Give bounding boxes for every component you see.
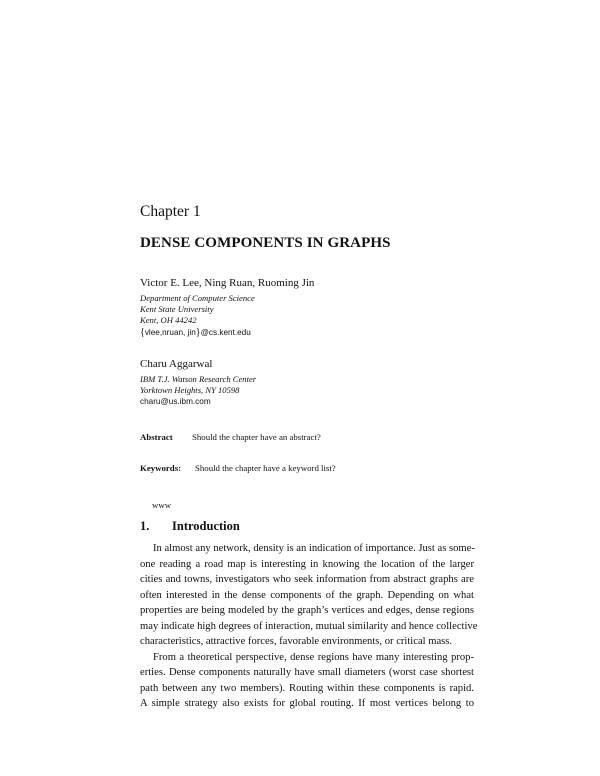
text-line: properties are being modeled by the graph’s vertices and edges, dense regions: [140, 605, 474, 616]
author-names: Charu Aggarwal: [140, 358, 213, 370]
text-line: path between any two members). Routing within these components is rapid.: [140, 682, 474, 694]
keywords-text: Should the chapter have a keyword list?: [195, 463, 336, 473]
paragraph-2: [140, 650, 474, 712]
section-number: 1.: [140, 519, 150, 533]
paragraph-1: [140, 541, 478, 650]
chapter-label: Chapter 1: [140, 203, 201, 220]
text-line: characteristics, attractive forces, favorable environments, or critical mass.: [140, 636, 453, 647]
author-email: charu@us.ibm.com: [140, 397, 211, 407]
abstract-row: [140, 432, 321, 442]
email-brace-open: {: [140, 326, 145, 338]
author-block-1: [140, 276, 314, 338]
abstract-label: Abstract: [140, 432, 173, 442]
www-placeholder: www: [152, 500, 172, 510]
text-line: often interested in the dense components of the graph. Depending on what: [140, 589, 474, 601]
text-line: one reading a road map is interesting in knowing the location of the larger: [140, 558, 474, 570]
author-names: Victor E. Lee, Ning Ruan, Ruoming Jin: [140, 277, 315, 289]
section-heading: [140, 519, 240, 534]
email-names: vlee,nruan, jin: [144, 327, 196, 337]
affiliation-address: Kent, OH 44242: [140, 315, 197, 326]
keywords-label: Keywords:: [140, 463, 182, 473]
text-line: In almost any network, density is an indication of importance. Just as some-: [153, 543, 475, 554]
author-block-2: [140, 357, 256, 408]
text-line: A simple strategy also exists for global routing. If most vertices belong to: [140, 698, 474, 709]
chapter-title: DENSE COMPONENTS IN GRAPHS: [140, 235, 391, 251]
text-line: may indicate high degrees of interaction, mutual similarity and hence collective: [140, 620, 478, 632]
affiliation-department: Department of Computer Science: [140, 293, 255, 303]
affiliation-lab: IBM T.J. Watson Research Center: [140, 374, 257, 384]
text-line: erties. Dense components naturally have small diameters (worst case shortest: [140, 667, 474, 678]
section-title: Introduction: [172, 519, 240, 533]
text-line: From a theoretical perspective, dense regions have many interesting prop-: [153, 651, 474, 663]
email-brace-close: }: [195, 326, 201, 338]
text-line: cities and towns, investigators who seek information from abstract graphs are: [140, 574, 474, 585]
abstract-text: Should the chapter have an abstract?: [192, 432, 321, 442]
affiliation-university: Kent State University: [140, 304, 214, 315]
keywords-row: [140, 463, 336, 473]
email-domain: @cs.kent.edu: [200, 327, 251, 337]
affiliation-address: Yorktown Heights, NY 10598: [140, 385, 240, 396]
author-email: [140, 327, 314, 339]
